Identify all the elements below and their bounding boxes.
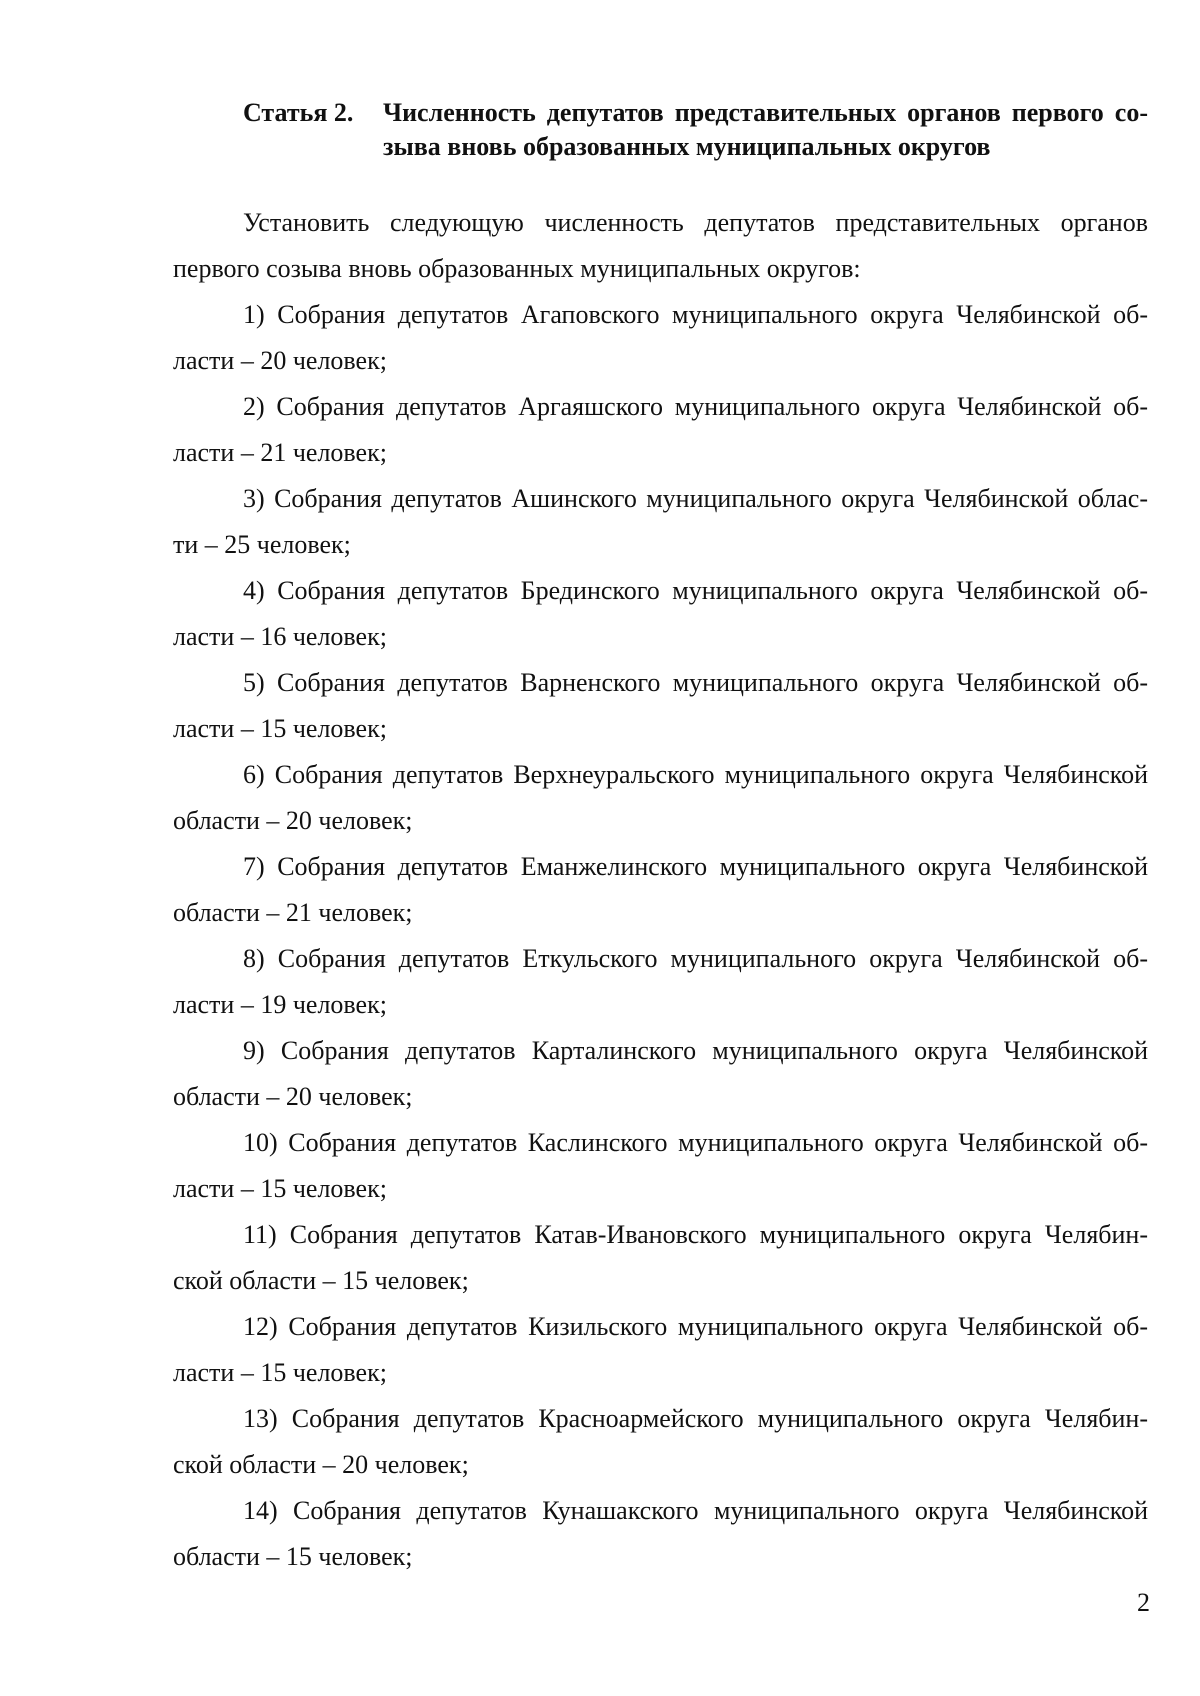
list-item: 5) Собрания депутатов Варненского муниципального округа Челябинской об-ласти – 15 человек; (173, 668, 1148, 743)
list-item: 2) Собрания депутатов Аргаяшского муниципального округа Челябинской об-ласти – 21 человек; (173, 392, 1148, 467)
list-item: 7) Собрания депутатов Еманжелинского муниципального округа Челябинской области – 21 человек; (173, 852, 1148, 927)
article-body (173, 200, 1148, 1580)
list-item: 11) Собрания депутатов Катав-Ивановского муниципального округа Челябин-ской области – 15 человек; (173, 1220, 1148, 1295)
article-number: Статья 2. (243, 98, 354, 127)
list-item: 6) Собрания депутатов Верхнеуральского муниципального округа Челябинской области – 20 человек; (173, 760, 1148, 835)
list-item: 1) Собрания депутатов Агаповского муниципального округа Челябинской об-ласти – 20 человек; (173, 300, 1148, 375)
list-item: 8) Собрания депутатов Еткульского муниципального округа Челябинской об-ласти – 19 человек; (173, 944, 1148, 1019)
intro-paragraph: Установить следующую численность депутатов представительных органов первого созыва вновь образованных муниципальных округов: (173, 208, 1148, 283)
article-title: Численность депутатов представительных органов первого со-зыва вновь образованных муниципальных округов (383, 98, 1148, 161)
list-item: 14) Собрания депутатов Кунашакского муниципального округа Челябинской области – 15 человек; (173, 1496, 1148, 1571)
list-item: 10) Собрания депутатов Каслинского муниципального округа Челябинской об-ласти – 15 человек; (173, 1128, 1148, 1203)
list-item: 4) Собрания депутатов Брединского муниципального округа Челябинской об-ласти – 16 человек; (173, 576, 1148, 651)
list-item: 12) Собрания депутатов Кизильского муниципального округа Челябинской об-ласти – 15 человек; (173, 1312, 1148, 1387)
list-item: 3) Собрания депутатов Ашинского муниципального округа Челябинской облас-ти – 25 человек; (173, 484, 1148, 559)
list-item: 13) Собрания депутатов Красноармейского муниципального округа Челябин-ской области – 20 человек; (173, 1404, 1148, 1479)
list-item: 9) Собрания депутатов Карталинского муниципального округа Челябинской области – 20 человек; (173, 1036, 1148, 1111)
page-number: 2 (1137, 1588, 1150, 1617)
